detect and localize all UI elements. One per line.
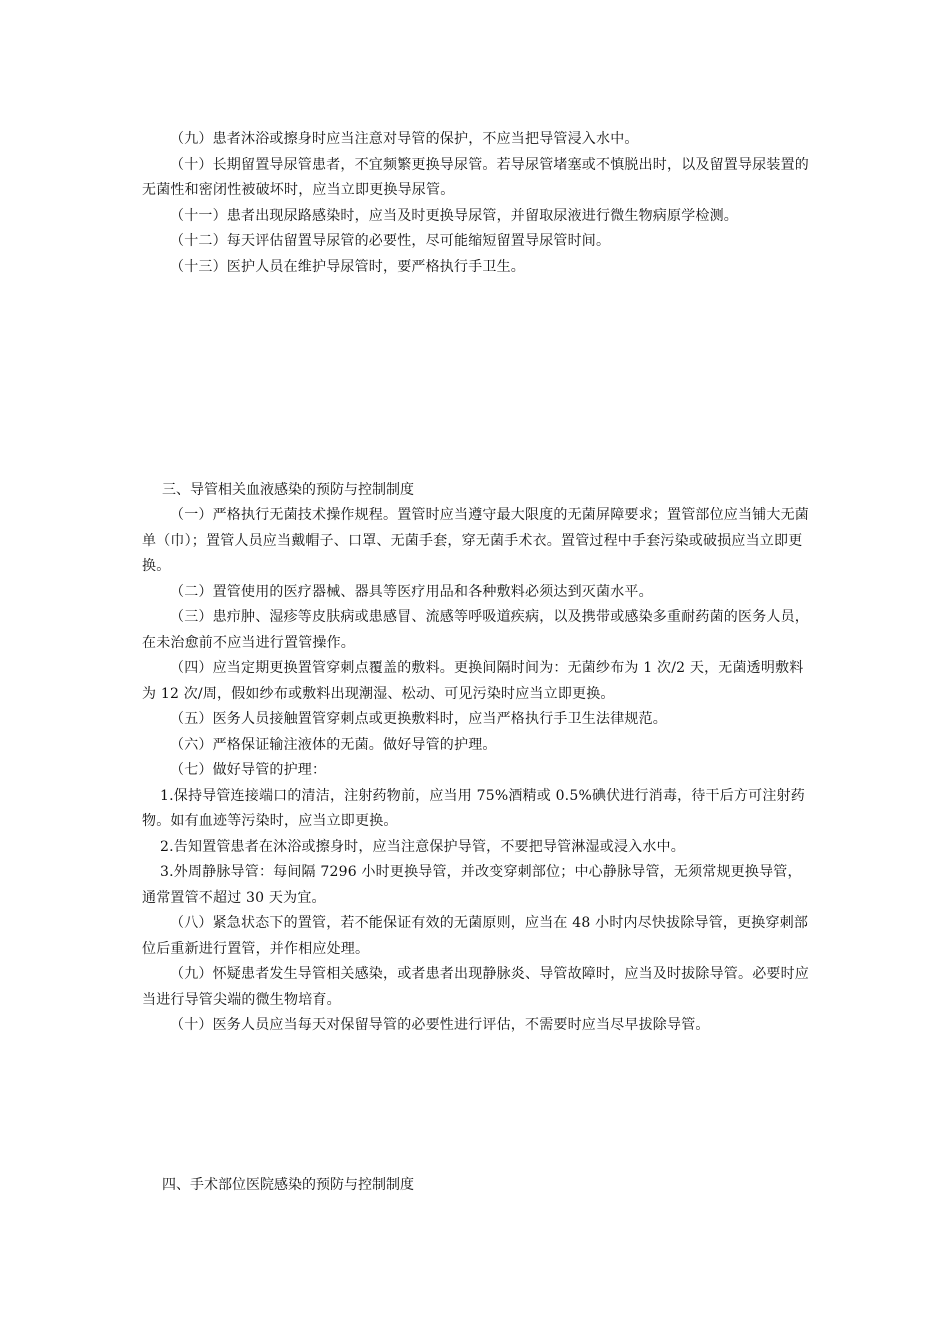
paragraph: （三）患疖肿、湿疹等皮肤病或患感冒、流感等呼吸道疾病，以及携带或感染多重耐药菌的医务人员，在未治愈前不应当进行置管操作。: [142, 609, 809, 651]
paragraph: （一）严格执行无菌技术操作规程。置管时应当遵守最大限度的无菌屏障要求；置管部位应当铺大无菌单（巾）；置管人员应当戴帽子、口罩、无菌手套，穿无菌手术衣。置管过程中手套污染或破损应当立即更换。: [142, 507, 809, 574]
section-heading: 四、手术部位医院感染的预防与控制制度: [162, 1177, 414, 1193]
paragraph: （十）长期留置导尿管患者，不宜频繁更换导尿管。若导尿管堵塞或不慎脱出时，以及留置导尿装置的无菌性和密闭性被破坏时，应当立即更换导尿管。: [142, 156, 809, 198]
paragraph: （四）应当定期更换置管穿刺点覆盖的敷料。更换间隔时间为：无菌纱布为 1 次/2 天，无菌透明敷料为 12 次/周，假如纱布或敷料出现潮湿、松动、可见污染时应当立即更换。: [142, 660, 804, 702]
paragraph: （二）置管使用的医疗器械、器具等医疗用品和各种敷料必须达到灭菌水平。: [170, 583, 653, 600]
urinary-catheter-items: [142, 127, 814, 280]
paragraph: （六）严格保证输注液体的无菌。做好导管的护理。: [170, 736, 497, 753]
paragraph: （十）医务人员应当每天对保留导管的必要性进行评估，不需要时应当尽早拔除导管。: [170, 1017, 710, 1033]
paragraph: （七）做好导管的护理：: [170, 762, 327, 778]
paragraph: （十一）患者出现尿路感染时，应当及时更换导尿管，并留取尿液进行微生物病原学检测。: [170, 207, 738, 224]
paragraph: （九）患者沐浴或擦身时应当注意对导管的保护，不应当把导管浸入水中。: [170, 131, 639, 147]
paragraph: （五）医务人员接触置管穿刺点或更换敷料时，应当严格执行手卫生法律规范。: [170, 711, 667, 727]
sub-paragraph: 2.告知置管患者在沐浴或擦身时，应当注意保护导管，不要把导管淋湿或浸入水中。: [160, 838, 685, 855]
sub-paragraph: 3.外周静脉导管：每间隔 7296 小时更换导管，并改变穿刺部位；中心静脉导管，无须常规更换导管，通常置管不超过 30 天为宜。: [142, 864, 802, 906]
paragraph: （十三）医护人员在维护导尿管时，要严格执行手卫生。: [170, 258, 525, 275]
section-body: [142, 503, 814, 1039]
sub-paragraph: 1.保持导管连接端口的清洁，注射药物前，应当用 75%酒精或 0.5%碘伏进行消毒，待干后方可注射药物。如有血迹等污染时，应当立即更换。: [142, 787, 805, 829]
paragraph: （十二）每天评估留置导尿管的必要性，尽可能缩短留置导尿管时间。: [170, 233, 611, 249]
paragraph: （九）怀疑患者发生导管相关感染，或者患者出现静脉炎、导管故障时，应当及时拔除导管。必要时应当进行导管尖端的微生物培育。: [142, 966, 809, 1008]
paragraph: （八）紧急状态下的置管，若不能保证有效的无菌原则，应当在 48 小时内尽快拔除导管，更换穿刺部位后重新进行置管，并作相应处理。: [142, 915, 809, 957]
section-heading: 三、导管相关血液感染的预防与控制制度: [162, 482, 414, 498]
